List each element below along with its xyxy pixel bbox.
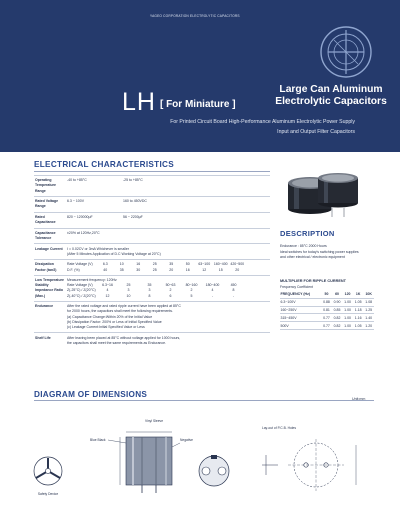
table-cell: 35 [147, 283, 152, 288]
row-label: Capacitance Tolerance [34, 228, 66, 244]
unit-label: Unit:mm [352, 397, 366, 401]
table-cell: 25 [126, 283, 131, 288]
row-value: -25 to +85°C [122, 176, 270, 197]
table-cell: 8 [148, 293, 151, 298]
subtitle-line-1: Large Can Aluminum [279, 84, 383, 95]
table-cell: 8 [232, 288, 235, 293]
table-cell: 3 [148, 288, 151, 293]
table-cell: 6.3~16 [102, 283, 113, 288]
shelf-text [66, 333, 270, 348]
multiplier-title: MULTIPLIER FOR RIPPLE CURRENT [280, 279, 346, 283]
table-row [280, 322, 374, 330]
df-voltage-label: Rate Voltage (V) [67, 262, 93, 267]
table-cell: 0.82 [333, 323, 341, 328]
table-cell: 0.77 [323, 323, 330, 328]
table-cell: 1.25 [365, 307, 373, 312]
table-cell: 2 [169, 288, 172, 293]
table-cell: 0.90 [333, 300, 341, 305]
row-label: Rated Capacitance [34, 212, 66, 228]
capacitor-photo [280, 165, 364, 223]
spec-row [34, 244, 270, 260]
table-cell: 10K [363, 291, 374, 298]
table-cell: 180~400 [205, 283, 220, 288]
endurance-line: for 2000 hours, the capacitors shall meet the following requirements. [67, 309, 174, 314]
table-cell: 1.18 [354, 307, 362, 312]
table-cell: 160~250V [280, 306, 321, 314]
pcb-layout-label: Lay-out of P.C.B. Holes [262, 426, 297, 430]
dissipation-block [66, 260, 270, 276]
row-value: 56 ~ 2200μF [122, 212, 270, 228]
section-rule [34, 171, 270, 172]
table-cell: 120 [342, 291, 353, 298]
row-value: 160 to 450VDC [122, 196, 270, 212]
description-line: Endurance : 85°C 2000 Hours [280, 244, 327, 248]
table-cell: 25 [152, 267, 157, 272]
spec-row [34, 212, 270, 228]
table-cell: 1.16 [354, 315, 362, 320]
spec-row [34, 260, 270, 276]
table-row [280, 298, 374, 306]
table-cell: 450 [230, 283, 237, 288]
table-cell: 16 [185, 267, 190, 272]
electrical-table [34, 175, 270, 348]
table-cell: 50~63 [165, 283, 176, 288]
table-cell: 63~100 [198, 262, 211, 267]
side-view [120, 432, 172, 493]
negative-label: Negative [180, 438, 194, 442]
table-cell: - [211, 293, 214, 298]
low-temp-label: Low Temperature Stability [35, 278, 64, 288]
df-value-label: D.F. (%) [67, 267, 80, 272]
lt-voltage-label: Rate Voltage (V) [67, 283, 93, 288]
table-cell: 5 [190, 293, 193, 298]
table-cell: 1.00 [344, 307, 351, 312]
series-subtitle: [ For Miniature ] [159, 99, 236, 110]
row-label: Shelf Life [34, 333, 66, 348]
row-value [66, 244, 270, 260]
row-label [34, 275, 66, 301]
pcb-layout-view [262, 439, 356, 491]
table-cell: 12 [105, 293, 110, 298]
shelf-line: After leaving been placed at 85°C without voltage applied for 1000 hours, [67, 335, 181, 340]
endurance-line: (c) Leakage Current:Initial Specified Value or Less [67, 325, 145, 330]
table-cell: 10 [126, 293, 131, 298]
description-line: and other electrical / electronic equipment [280, 255, 345, 259]
table-cell: 1.00 [344, 315, 351, 320]
lt-ratio-row-2 [67, 294, 269, 299]
table-cell: 0.77 [323, 315, 330, 320]
section-rule [34, 400, 374, 401]
table-cell: 16 [136, 262, 141, 267]
table-cell: 6 [169, 293, 172, 298]
electrical-title: ELECTRICAL CHARACTERISTICS [34, 160, 175, 169]
lt-ratio-label-1: Z(-25°C) / Z(20°C) [67, 288, 96, 293]
table-cell: 60 [332, 291, 343, 298]
row-label: Leakage Current [34, 244, 66, 260]
table-cell: 0.82 [333, 315, 341, 320]
row-label: Dissipation Factor (tanδ) [34, 260, 66, 276]
table-cell: 50 [321, 291, 332, 298]
table-cell: 6.3 [102, 262, 108, 267]
impedance-label: Impedance Ratio (Max.) [35, 288, 64, 298]
row-value: 820 ~ 120000μF [66, 212, 122, 228]
table-cell: 30 [136, 267, 141, 272]
table-cell: 1.00 [344, 300, 351, 305]
table-cell: 0.81 [323, 307, 330, 312]
spec-row [34, 196, 270, 212]
row-label: Operating Temperature Range [34, 176, 66, 197]
shelf-line: the capacitors shall meet the same requirements as Endurance. [67, 340, 167, 345]
lt-ratio-label-2: Z(-40°C) / Z(20°C) [67, 293, 96, 298]
table-cell: 20 [169, 267, 174, 272]
leakage-note: (After 5 Minutes Application of D.C Working Voltage at 20°C) [67, 251, 161, 256]
vinyl-sleeve-label: Vinyl Sleeve [144, 419, 164, 423]
table-cell: 6.3~100V [280, 298, 321, 306]
table-cell: 15 [218, 267, 223, 272]
endurance-line: (a) Capacitance Change:Within 20% of the Initial Value [67, 314, 153, 319]
spec-row [34, 176, 270, 197]
dimension-drawing [30, 415, 370, 497]
multiplier-subtitle: Frequency Coefficient [280, 285, 313, 289]
table-cell: 0.88 [323, 300, 330, 305]
table-cell: 500V [280, 322, 321, 330]
df-value-row [67, 268, 269, 273]
row-value: 6.3 ~ 100V [66, 196, 122, 212]
table-cell: 10 [119, 262, 124, 267]
table-cell: 1.40 [365, 315, 373, 320]
table-row [280, 306, 374, 314]
endurance-text [66, 302, 270, 333]
description-line: Ideal switches for today's switching power supplies [280, 249, 359, 254]
spec-row [34, 333, 270, 348]
description-text [280, 244, 372, 261]
table-cell: 25 [152, 262, 157, 267]
row-value: ±20% at 120Hz,20°C [66, 228, 270, 244]
table-cell: FREQUENCY (Hz) [280, 291, 321, 298]
table-cell: 315~450V [280, 314, 321, 322]
safety-device-label: Safety Device [37, 492, 59, 496]
sleeve-color-label: Blue Black [90, 438, 106, 442]
table-cell: 12 [202, 267, 207, 272]
row-label: Endurance [34, 302, 66, 333]
table-cell: 4 [211, 288, 214, 293]
table-cell: 35 [119, 267, 124, 272]
top-view [199, 455, 229, 486]
series-title [122, 88, 236, 117]
table-cell: 35 [169, 262, 174, 267]
table-cell: 1.08 [365, 300, 373, 305]
table-cell: 3 [127, 288, 130, 293]
brand-text: YAGEO CORPORATION ELECTROLYTIC CAPACITORS [150, 14, 240, 18]
table-cell: 50 [185, 262, 190, 267]
table-cell: 80~160 [185, 283, 198, 288]
product-subtitle [270, 84, 392, 108]
spec-row [34, 275, 270, 301]
table-row [280, 314, 374, 322]
spec-row [34, 228, 270, 244]
low-temp-block [66, 275, 270, 301]
freq-note: Measurement frequency: 120Hz [67, 278, 117, 283]
row-value: -40 to +85°C [66, 176, 122, 197]
leakage-formula: I = 0.02CV or 3mA Whichever is smaller [67, 246, 129, 251]
end-view [34, 457, 62, 485]
table-cell: 1.00 [344, 323, 351, 328]
endurance-line: After the rated voltage and rated ripple current have been applied at 85°C [67, 304, 181, 309]
multiplier-table [280, 291, 374, 330]
header-band [0, 0, 400, 152]
table-cell: 4 [106, 288, 109, 293]
description-title: DESCRIPTION [280, 229, 335, 238]
table-cell: 160~400 [213, 262, 228, 267]
dimensions-title: DIAGRAM OF DIMENSIONS [34, 390, 148, 399]
description-line-1: For Printed Circuit Board High-Performance Aluminum Electrolytic Power Supply [170, 119, 355, 125]
endurance-line: (b) Dissipation Factor: 200% or Less of Initial Specified Value [67, 319, 162, 324]
table-cell: 2 [190, 288, 193, 293]
table-cell: 0.85 [333, 307, 341, 312]
table-cell: 1K [353, 291, 364, 298]
yageo-logo-icon [318, 24, 374, 80]
spec-row [34, 302, 270, 333]
description-line-2: Input and Output Filter Capacitors [277, 129, 355, 135]
subtitle-line-2: Electrolytic Capacitors [275, 96, 387, 107]
table-cell: 1.20 [365, 323, 373, 328]
table-cell: 1.05 [354, 300, 362, 305]
table-cell: 420~500 [230, 262, 245, 267]
table-header-row [280, 291, 374, 298]
table-cell: 1.05 [354, 323, 362, 328]
series-code: LH [122, 88, 156, 116]
table-cell: 20 [235, 267, 240, 272]
table-cell: 40 [103, 267, 108, 272]
table-cell: - [232, 293, 235, 298]
row-label: Rated Voltage Range [34, 196, 66, 212]
